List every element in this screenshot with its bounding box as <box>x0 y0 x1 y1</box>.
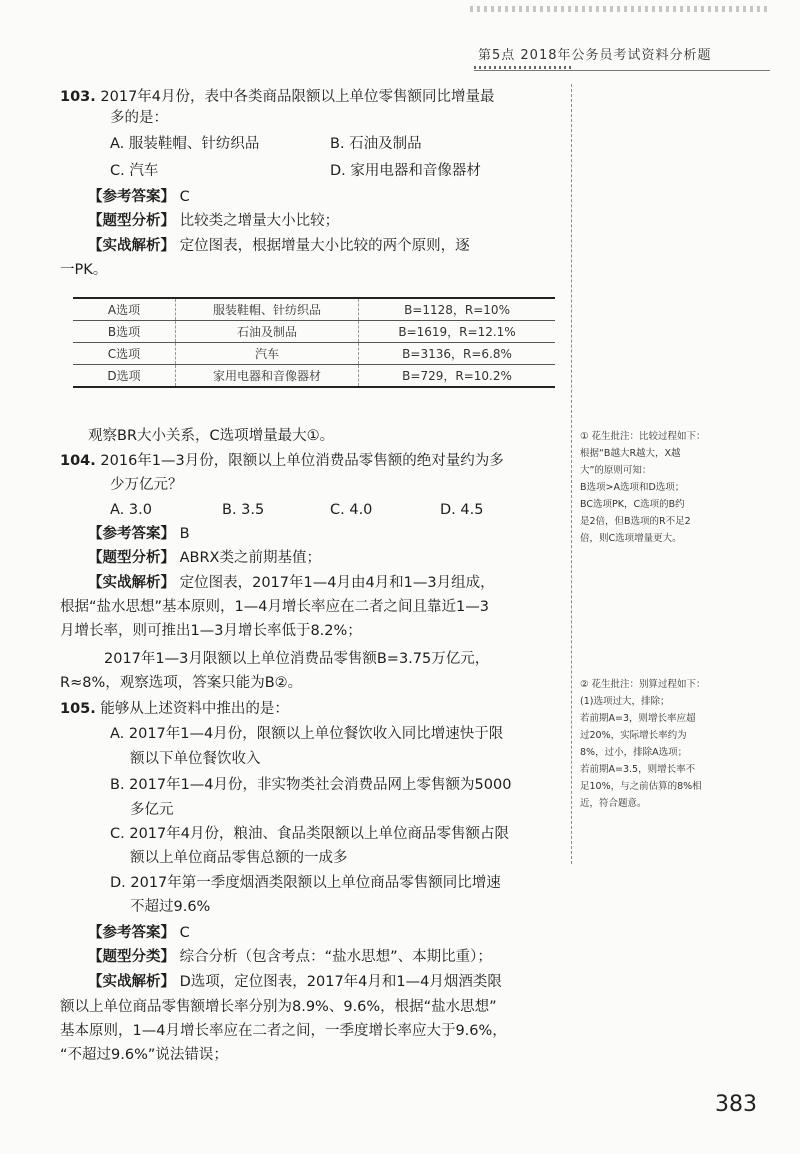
note-line: 8%，过小，排除A选项； <box>580 747 688 758</box>
q104-answer <box>88 523 190 545</box>
q103-stem-line1: 2017年4月份，表中各类商品限额以上单位零售额同比增量最 <box>100 89 495 105</box>
analysis-label: 【题型分析】 <box>88 213 175 229</box>
analysis-value: ABRX类之前期基值； <box>179 550 321 566</box>
note-line: 倍，则C选项增量更大。 <box>580 533 682 544</box>
note-line: 过20%，实际增长率约为 <box>580 730 687 741</box>
table-cell-value: B=3136，R=6.8% <box>359 343 555 365</box>
q103-analysis <box>88 210 339 232</box>
table-row <box>73 298 555 321</box>
answer-value: C <box>179 925 190 941</box>
q105-solution-line2: 额以上单位商品零售额增长率分别为8.9%、9.6%，根据“盐水思想” <box>60 999 497 1015</box>
q104-solution <box>88 572 495 594</box>
table-cell-name: 石油及制品 <box>176 321 359 343</box>
q104-number: 104. <box>60 453 96 469</box>
q103-stem-line2: 多的是： <box>110 110 168 126</box>
note-line: 若前期A=3，则增长率应超 <box>580 713 696 724</box>
analysis-value: 综合分析（包含考点：“盐水思想”、本期比重）； <box>179 949 492 965</box>
side-note-2 <box>580 676 778 812</box>
q104-analysis <box>88 547 321 569</box>
table-cell-name: 汽车 <box>176 343 359 365</box>
q105-option-a-line1: A. 2017年1—4月份，限额以上单位餐饮收入同比增速快于限 <box>110 726 504 742</box>
note-line: 大”的原则可知： <box>580 465 652 476</box>
solution-line1: D选项，定位图表，2017年4月和1—4月烟酒类限 <box>179 974 502 990</box>
q105-solution-line3: 基本原则，1—4月增长率应在二者之间，一季度增长率应大于9.6%， <box>60 1023 507 1039</box>
q105-number: 105. <box>60 701 96 717</box>
q103-option-b: B. 石油及制品 <box>330 136 422 152</box>
solution-line1: 定位图表，2017年1—4月由4月和1—3月组成， <box>179 575 495 591</box>
answer-label: 【参考答案】 <box>88 925 175 941</box>
answer-value: C <box>179 189 190 205</box>
table-cell-option: D选项 <box>73 365 176 388</box>
q104-option-d: D. 4.5 <box>440 502 484 518</box>
q105-analysis <box>88 946 492 968</box>
note-line: 若前期A=3.5，则增长率不 <box>580 764 696 775</box>
answer-value: B <box>179 526 190 542</box>
table-cell-value: B=1128，R=10% <box>359 298 555 321</box>
q105-option-a-line2: 额以下单位餐饮收入 <box>130 751 261 767</box>
note-line: 是2倍，但B选项的R不足2 <box>580 516 691 527</box>
q105-option-b-line2: 多亿元 <box>130 802 174 818</box>
q105-answer <box>88 922 190 944</box>
page-number: 383 <box>715 1092 757 1117</box>
analysis-label: 【题型分析】 <box>88 550 175 566</box>
analysis-label: 【题型分类】 <box>88 949 175 965</box>
note-line: ② 花生批注：别算过程如下： <box>580 679 706 690</box>
note-line: (1)选项过大，排除； <box>580 696 670 707</box>
q103-solution-line2: 一PK。 <box>60 262 108 278</box>
running-header: 第5点 2018年公务员考试资料分析题 <box>478 48 712 63</box>
table-cell-value: B=729，R=10.2% <box>359 365 555 388</box>
margin-divider <box>571 84 572 864</box>
q105-option-c-line1: C. 2017年4月份，粮油、食品类限额以上单位商品零售额占限 <box>110 826 509 842</box>
q105-option-b-line1: B. 2017年1—4月份，非实物类社会消费品网上零售额为5000 <box>110 777 512 793</box>
table-row <box>73 365 555 388</box>
q105-stem <box>60 698 289 720</box>
header-dots <box>474 66 574 69</box>
q105-option-d-line1: D. 2017年第一季度烟酒类限额以上单位商品零售额同比增速 <box>110 875 501 891</box>
note-line: 根据“B越大R越大，X越 <box>580 448 681 459</box>
q104-stem <box>60 450 504 472</box>
q105-option-d-line2: 不超过9.6% <box>130 899 211 915</box>
answer-label: 【参考答案】 <box>88 526 175 542</box>
note-line: 足10%，与之前估算的8%相 <box>580 781 702 792</box>
header-rule <box>474 70 770 71</box>
q104-option-a: A. 3.0 <box>110 502 152 518</box>
solution-line1: 定位图表，根据增量大小比较的两个原则，逐 <box>179 238 470 254</box>
q103-stem <box>60 86 495 108</box>
q105-solution-line4: “不超过9.6%”说法错误； <box>60 1047 228 1063</box>
solution-label: 【实战解析】 <box>88 575 175 591</box>
q104-solution-line4: 2017年1—3月限额以上单位消费品零售额B=3.75万亿元， <box>104 651 490 667</box>
q104-stem-line2: 少万亿元？ <box>110 477 183 493</box>
note-line: B选项>A选项和D选项； <box>580 482 685 493</box>
table-cell-value: B=1619，R=12.1% <box>359 321 555 343</box>
q105-option-c-line2: 额以上单位商品零售总额的一成多 <box>130 850 348 866</box>
table-cell-name: 服装鞋帽、针纺织品 <box>176 298 359 321</box>
table-cell-option: B选项 <box>73 321 176 343</box>
solution-label: 【实战解析】 <box>88 974 175 990</box>
q105-solution <box>88 971 502 993</box>
table-cell-name: 家用电器和音像器材 <box>176 365 359 388</box>
q104-stem-line1: 2016年1—3月份，限额以上单位消费品零售额的绝对量约为多 <box>100 453 504 469</box>
q103-option-a: A. 服装鞋帽、针纺织品 <box>110 136 260 152</box>
q105-stem-text: 能够从上述资料中推出的是： <box>100 701 289 717</box>
q103-option-d: D. 家用电器和音像器材 <box>330 163 481 179</box>
q104-option-c: C. 4.0 <box>330 502 373 518</box>
solution-label: 【实战解析】 <box>88 238 175 254</box>
q103-answer <box>88 186 190 208</box>
q103-number: 103. <box>60 89 96 105</box>
q103-solution <box>88 235 470 257</box>
side-note-1 <box>580 428 778 547</box>
table-row <box>73 321 555 343</box>
table-cell-option: A选项 <box>73 298 176 321</box>
analysis-value: 比较类之增量大小比较； <box>179 213 340 229</box>
q104-option-b: B. 3.5 <box>222 502 265 518</box>
note-line: 近，符合题意。 <box>580 798 647 809</box>
q103-option-c: C. 汽车 <box>110 163 159 179</box>
scan-noise-strip <box>470 6 770 12</box>
note-line: ① 花生批注：比较过程如下： <box>580 431 706 442</box>
q104-solution-line5: R≈8%，观察选项，答案只能为B②。 <box>60 675 303 691</box>
q103-conclusion: 观察BR大小关系，C选项增量最大①。 <box>88 428 335 444</box>
table-row <box>73 343 555 365</box>
table-cell-option: C选项 <box>73 343 176 365</box>
q103-comparison-table <box>73 297 555 388</box>
q104-solution-line3: 月增长率，则可推出1—3月增长率低于8.2%； <box>60 623 362 639</box>
note-line: BC选项PK，C选项的B约 <box>580 499 685 510</box>
q104-solution-line2: 根据“盐水思想”基本原则，1—4月增长率应在二者之间且靠近1—3 <box>60 599 489 615</box>
answer-label: 【参考答案】 <box>88 189 175 205</box>
